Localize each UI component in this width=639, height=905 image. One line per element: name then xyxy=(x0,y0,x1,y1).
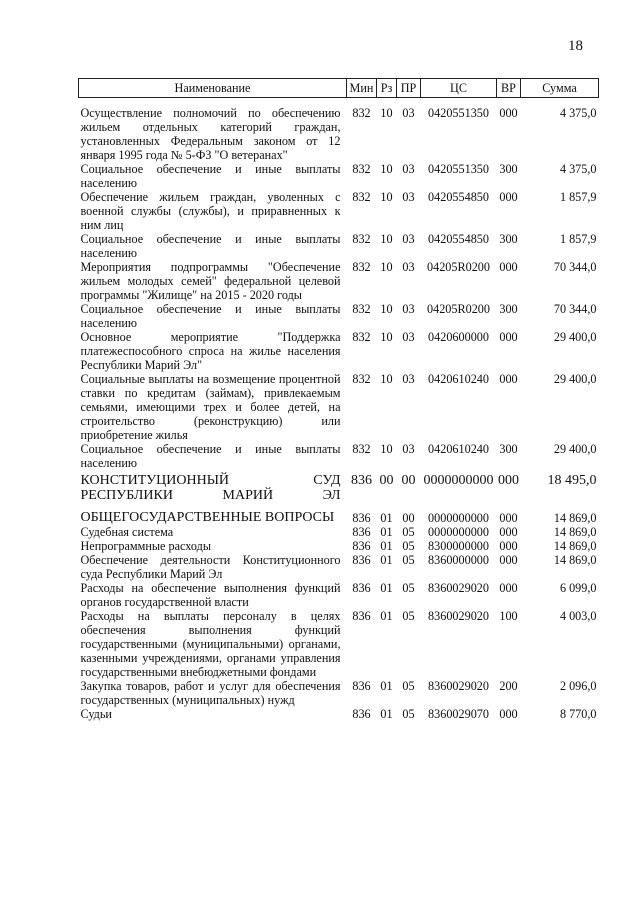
cell-pr: 00 xyxy=(402,511,415,525)
cell-vr: 000 xyxy=(499,525,518,539)
cell-min: 832 xyxy=(352,106,371,120)
cell-min: 836 xyxy=(352,609,371,623)
cell-cs: 0420610240 xyxy=(428,442,489,456)
cell-cs: 04205R0200 xyxy=(427,302,490,316)
cell-name: Расходы на выплаты персоналу в целях обеспечения выполнения функций государственными (муниципальными) органами, казенными учреждениями, органами управления государственными внебюджетными фондами xyxy=(80,609,341,679)
cell-pr: 03 xyxy=(402,442,415,456)
cell-min: 836 xyxy=(351,473,372,488)
cell-sum: 1 857,9 xyxy=(559,190,597,204)
header-name: Наименование xyxy=(79,79,347,98)
cell-min: 832 xyxy=(352,260,371,274)
table-header xyxy=(79,79,599,98)
cell-min: 832 xyxy=(352,232,371,246)
header-rz: Рз xyxy=(377,79,397,98)
cell-min: 832 xyxy=(352,162,371,176)
cell-rz: 10 xyxy=(380,190,393,204)
cell-sum: 18 495,0 xyxy=(547,473,597,488)
header-pr: ПР xyxy=(397,79,421,98)
cell-vr: 000 xyxy=(499,539,518,553)
table-row xyxy=(79,302,599,330)
cell-name: Социальное обеспечение и иные выплаты населению xyxy=(80,442,341,470)
cell-name: Социальное обеспечение и иные выплаты населению xyxy=(80,232,341,260)
cell-pr: 03 xyxy=(402,330,415,344)
cell-cs: 8300000000 xyxy=(428,539,489,553)
cell-rz: 10 xyxy=(380,442,393,456)
cell-rz: 10 xyxy=(380,232,393,246)
cell-name: Основное мероприятие "Поддержка платежеспособного спроса на жилье населения Республики Марий Эл" xyxy=(80,330,341,372)
header-sum: Сумма xyxy=(521,79,599,98)
cell-sum: 29 400,0 xyxy=(553,330,597,344)
header-min: Мин xyxy=(347,79,377,98)
table-row xyxy=(79,330,599,372)
table-row xyxy=(79,525,599,539)
cell-pr: 00 xyxy=(401,473,416,488)
cell-pr: 03 xyxy=(402,302,415,316)
cell-vr: 300 xyxy=(499,232,518,246)
table-row xyxy=(79,442,599,470)
cell-vr: 100 xyxy=(499,609,518,623)
cell-vr: 000 xyxy=(498,473,519,488)
table-row xyxy=(79,511,599,525)
cell-rz: 01 xyxy=(380,679,393,693)
cell-name: Непрограммные расходы xyxy=(80,539,212,553)
cell-min: 832 xyxy=(352,302,371,316)
cell-sum: 29 400,0 xyxy=(553,442,597,456)
cell-cs: 8360000000 xyxy=(428,553,489,567)
cell-min: 836 xyxy=(352,539,371,553)
table-body xyxy=(79,98,599,722)
cell-cs: 0000000000 xyxy=(428,511,489,525)
table-row xyxy=(79,162,599,190)
cell-rz: 01 xyxy=(380,525,393,539)
cell-sum: 14 869,0 xyxy=(553,525,597,539)
cell-name: Обеспечение жильем граждан, уволенных с военной службы (службы), и приравненных к ним лиц xyxy=(80,190,341,232)
cell-name: Расходы на обеспечение выполнения функций органов государственной власти xyxy=(80,581,341,609)
cell-vr: 000 xyxy=(499,372,518,386)
cell-vr: 300 xyxy=(499,302,518,316)
cell-vr: 000 xyxy=(499,511,518,525)
cell-sum: 1 857,9 xyxy=(559,232,597,246)
cell-cs: 0420551350 xyxy=(428,106,489,120)
table-row xyxy=(79,539,599,553)
cell-cs: 8360029020 xyxy=(428,609,489,623)
cell-vr: 300 xyxy=(499,162,518,176)
cell-cs: 0000000000 xyxy=(428,525,489,539)
cell-min: 832 xyxy=(352,372,371,386)
cell-min: 832 xyxy=(352,330,371,344)
cell-min: 836 xyxy=(352,525,371,539)
cell-sum: 29 400,0 xyxy=(553,372,597,386)
cell-vr: 000 xyxy=(499,707,518,721)
cell-name: Социальные выплаты на возмещение процентной ставки по кредитам (займам), привлекаемым семьями, имеющими трех и более детей, на строительство (реконструкцию) или приобретение жилья xyxy=(80,372,341,442)
cell-rz: 01 xyxy=(380,707,393,721)
cell-cs: 04205R0200 xyxy=(427,260,490,274)
cell-pr: 03 xyxy=(402,232,415,246)
cell-min: 836 xyxy=(352,511,371,525)
cell-sum: 6 099,0 xyxy=(559,581,597,595)
cell-rz: 10 xyxy=(380,330,393,344)
cell-min: 836 xyxy=(352,553,371,567)
header-cs: ЦС xyxy=(421,79,497,98)
table-row xyxy=(79,190,599,232)
cell-cs: 0420554850 xyxy=(428,190,489,204)
cell-vr: 200 xyxy=(499,679,518,693)
cell-pr: 05 xyxy=(402,679,415,693)
cell-rz: 10 xyxy=(380,106,393,120)
cell-rz: 01 xyxy=(380,553,393,567)
cell-vr: 000 xyxy=(499,260,518,274)
cell-name: Осуществление полномочий по обеспечению жильем отдельных категорий граждан, установленных Федеральным законом от 12 января 1995 года № 5-ФЗ "О ветеранах" xyxy=(80,106,341,162)
table-row xyxy=(79,553,599,581)
cell-pr: 03 xyxy=(402,372,415,386)
cell-rz: 10 xyxy=(380,372,393,386)
cell-rz: 01 xyxy=(380,609,393,623)
cell-rz: 01 xyxy=(380,581,393,595)
cell-vr: 000 xyxy=(499,190,518,204)
cell-min: 832 xyxy=(352,442,371,456)
cell-pr: 03 xyxy=(402,106,415,120)
cell-cs: 0420610240 xyxy=(428,372,489,386)
table-row xyxy=(79,470,599,511)
table-row xyxy=(79,260,599,302)
cell-cs: 8360029020 xyxy=(428,679,489,693)
cell-rz: 01 xyxy=(380,539,393,553)
table-row xyxy=(79,581,599,609)
cell-rz: 01 xyxy=(380,511,393,525)
page-number: 18 xyxy=(568,38,583,54)
table-row xyxy=(79,679,599,707)
cell-name: Судьи xyxy=(80,707,112,721)
cell-min: 836 xyxy=(352,707,371,721)
cell-sum: 4 375,0 xyxy=(559,162,597,176)
cell-sum: 2 096,0 xyxy=(559,679,597,693)
cell-sum: 4 003,0 xyxy=(559,609,597,623)
cell-name: Социальное обеспечение и иные выплаты населению xyxy=(80,302,341,330)
cell-name: Социальное обеспечение и иные выплаты населению xyxy=(80,162,341,190)
cell-min: 832 xyxy=(352,190,371,204)
cell-name: Мероприятия подпрограммы "Обеспечение жильем молодых семей" федеральной целевой программы "Жилище" на 2015 - 2020 годы xyxy=(80,260,341,302)
cell-sum: 8 770,0 xyxy=(559,707,597,721)
cell-pr: 05 xyxy=(402,553,415,567)
cell-sum: 4 375,0 xyxy=(559,106,597,120)
cell-sum: 14 869,0 xyxy=(553,553,597,567)
cell-vr: 000 xyxy=(499,581,518,595)
cell-vr: 300 xyxy=(499,442,518,456)
cell-pr: 05 xyxy=(402,707,415,721)
cell-pr: 05 xyxy=(402,609,415,623)
header-vr: ВР xyxy=(497,79,521,98)
table-row xyxy=(79,372,599,442)
cell-pr: 05 xyxy=(402,581,415,595)
cell-pr: 03 xyxy=(402,190,415,204)
cell-rz: 00 xyxy=(379,473,394,488)
cell-cs: 0000000000 xyxy=(423,473,494,488)
cell-sum: 14 869,0 xyxy=(553,539,597,553)
cell-vr: 000 xyxy=(499,330,518,344)
budget-table xyxy=(78,78,599,721)
cell-rz: 10 xyxy=(380,302,393,316)
cell-name: Обеспечение деятельности Конституционного суда Республики Марий Эл xyxy=(80,553,341,581)
cell-sum: 70 344,0 xyxy=(553,302,597,316)
cell-pr: 03 xyxy=(402,162,415,176)
cell-min: 836 xyxy=(352,679,371,693)
table-row xyxy=(79,609,599,679)
cell-vr: 000 xyxy=(499,106,518,120)
cell-pr: 05 xyxy=(402,539,415,553)
cell-rz: 10 xyxy=(380,260,393,274)
cell-name: Закупка товаров, работ и услуг для обеспечения государственных (муниципальных) нужд xyxy=(80,679,341,707)
cell-vr: 000 xyxy=(499,553,518,567)
cell-cs: 0420554850 xyxy=(428,232,489,246)
cell-cs: 8360029020 xyxy=(428,581,489,595)
table-row xyxy=(79,232,599,260)
cell-cs: 0420600000 xyxy=(428,330,489,344)
cell-sum: 70 344,0 xyxy=(553,260,597,274)
cell-cs: 8360029070 xyxy=(428,707,489,721)
cell-name: Судебная система xyxy=(80,525,174,539)
cell-pr: 03 xyxy=(402,260,415,274)
cell-cs: 0420551350 xyxy=(428,162,489,176)
cell-pr: 05 xyxy=(402,525,415,539)
cell-min: 836 xyxy=(352,581,371,595)
cell-name: ОБЩЕГОСУДАРСТВЕННЫЕ ВОПРОСЫ xyxy=(80,510,335,525)
cell-sum: 14 869,0 xyxy=(553,511,597,525)
table-row xyxy=(79,707,599,721)
table-row xyxy=(79,98,599,163)
cell-name: КОНСТИТУЦИОННЫЙ СУД РЕСПУБЛИКИ МАРИЙ ЭЛ xyxy=(80,473,341,503)
cell-rz: 10 xyxy=(380,162,393,176)
